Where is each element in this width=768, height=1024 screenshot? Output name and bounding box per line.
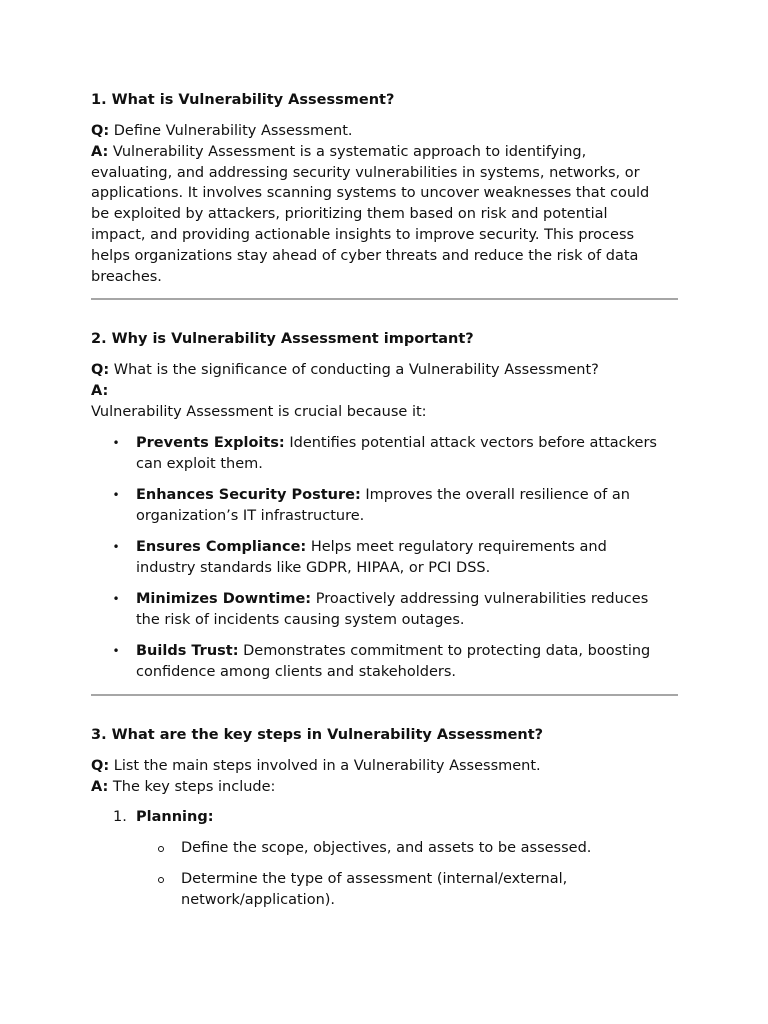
step-number: 1. <box>113 809 127 826</box>
section-3 <box>91 725 678 912</box>
list-item <box>91 589 678 631</box>
item-label: Ensures Compliance: <box>136 538 307 555</box>
list-item <box>91 641 678 683</box>
list-item <box>91 485 678 527</box>
answer-text: applications. It involves scanning systems to uncover weaknesses that could <box>91 185 650 202</box>
document-page <box>91 90 678 911</box>
answer-text: Vulnerability Assessment is a systematic approach to identifying, <box>112 143 587 160</box>
item-text: network/application). <box>181 892 336 909</box>
answer-text: impact, and providing actionable insights to improve security. This process <box>91 226 635 243</box>
answer-line <box>91 777 678 798</box>
item-label: Enhances Security Posture: <box>136 486 361 503</box>
item-text: Identifies potential attack vectors before attackers <box>289 434 657 451</box>
a-label: A: <box>91 778 109 795</box>
answer-text: The key steps include: <box>112 778 276 795</box>
circle-bullet-icon <box>158 846 164 852</box>
item-label: Prevents Exploits: <box>136 434 285 451</box>
section-2 <box>91 329 678 682</box>
section-title: 2. Why is Vulnerability Assessment important? <box>91 331 474 348</box>
item-text: Helps meet regulatory requirements and <box>310 538 607 555</box>
item-text: can exploit them. <box>136 455 263 472</box>
answer-line <box>91 142 678 163</box>
answer-text: be exploited by attackers, prioritizing them based on risk and potential <box>91 206 608 223</box>
item-text: Determine the type of assessment (internal/external, <box>181 871 568 888</box>
list-item <box>91 433 678 475</box>
item-text: industry standards like GDPR, HIPAA, or PCI DSS. <box>136 559 491 576</box>
question-line <box>91 360 678 381</box>
bullet-icon: • <box>112 643 120 658</box>
item-text: Demonstrates commitment to protecting data, boosting <box>243 642 651 659</box>
step-item-planning <box>91 807 678 828</box>
item-text: Define the scope, objectives, and assets to be assessed. <box>181 840 592 857</box>
item-text: the risk of incidents causing system outages. <box>136 611 465 628</box>
planning-sub-list <box>91 838 678 911</box>
answer-text: evaluating, and addressing security vulnerabilities in systems, networks, or <box>91 164 640 181</box>
list-item <box>91 838 678 859</box>
a-label: A: <box>91 383 109 400</box>
item-label: Minimizes Downtime: <box>136 590 312 607</box>
section-title: 1. What is Vulnerability Assessment? <box>91 92 395 108</box>
q-label: Q: <box>91 757 110 774</box>
item-text: organization’s IT infrastructure. <box>136 507 365 524</box>
question-text: List the main steps involved in a Vulnerability Assessment. <box>113 757 541 774</box>
answer-text: breaches. <box>91 268 162 285</box>
question-text: What is the significance of conducting a Vulnerability Assessment? <box>113 362 599 379</box>
bullet-icon: • <box>112 435 120 450</box>
a-label: A: <box>91 143 109 160</box>
bullet-icon: • <box>112 591 120 606</box>
section-title: 3. What are the key steps in Vulnerability Assessment? <box>91 726 544 743</box>
item-text: Improves the overall resilience of an <box>365 486 630 503</box>
section-1 <box>91 90 678 287</box>
importance-list <box>91 433 678 683</box>
list-item <box>91 869 678 911</box>
step-label: Planning: <box>136 809 214 826</box>
bullet-icon: • <box>112 539 120 554</box>
question-line <box>91 756 678 777</box>
list-item <box>91 537 678 579</box>
question-text: Define Vulnerability Assessment. <box>113 123 353 139</box>
question-line <box>91 121 678 142</box>
answer-text: helps organizations stay ahead of cyber threats and reduce the risk of data <box>91 247 639 264</box>
answer-intro: Vulnerability Assessment is crucial because it: <box>91 403 427 420</box>
circle-bullet-icon <box>158 877 164 883</box>
item-text: Proactively addressing vulnerabilities reduces <box>315 590 649 607</box>
item-label: Builds Trust: <box>136 642 239 659</box>
q-label: Q: <box>91 362 110 379</box>
q-label: Q: <box>91 123 110 139</box>
item-text: confidence among clients and stakeholders. <box>136 663 457 680</box>
bullet-icon: • <box>112 487 120 502</box>
